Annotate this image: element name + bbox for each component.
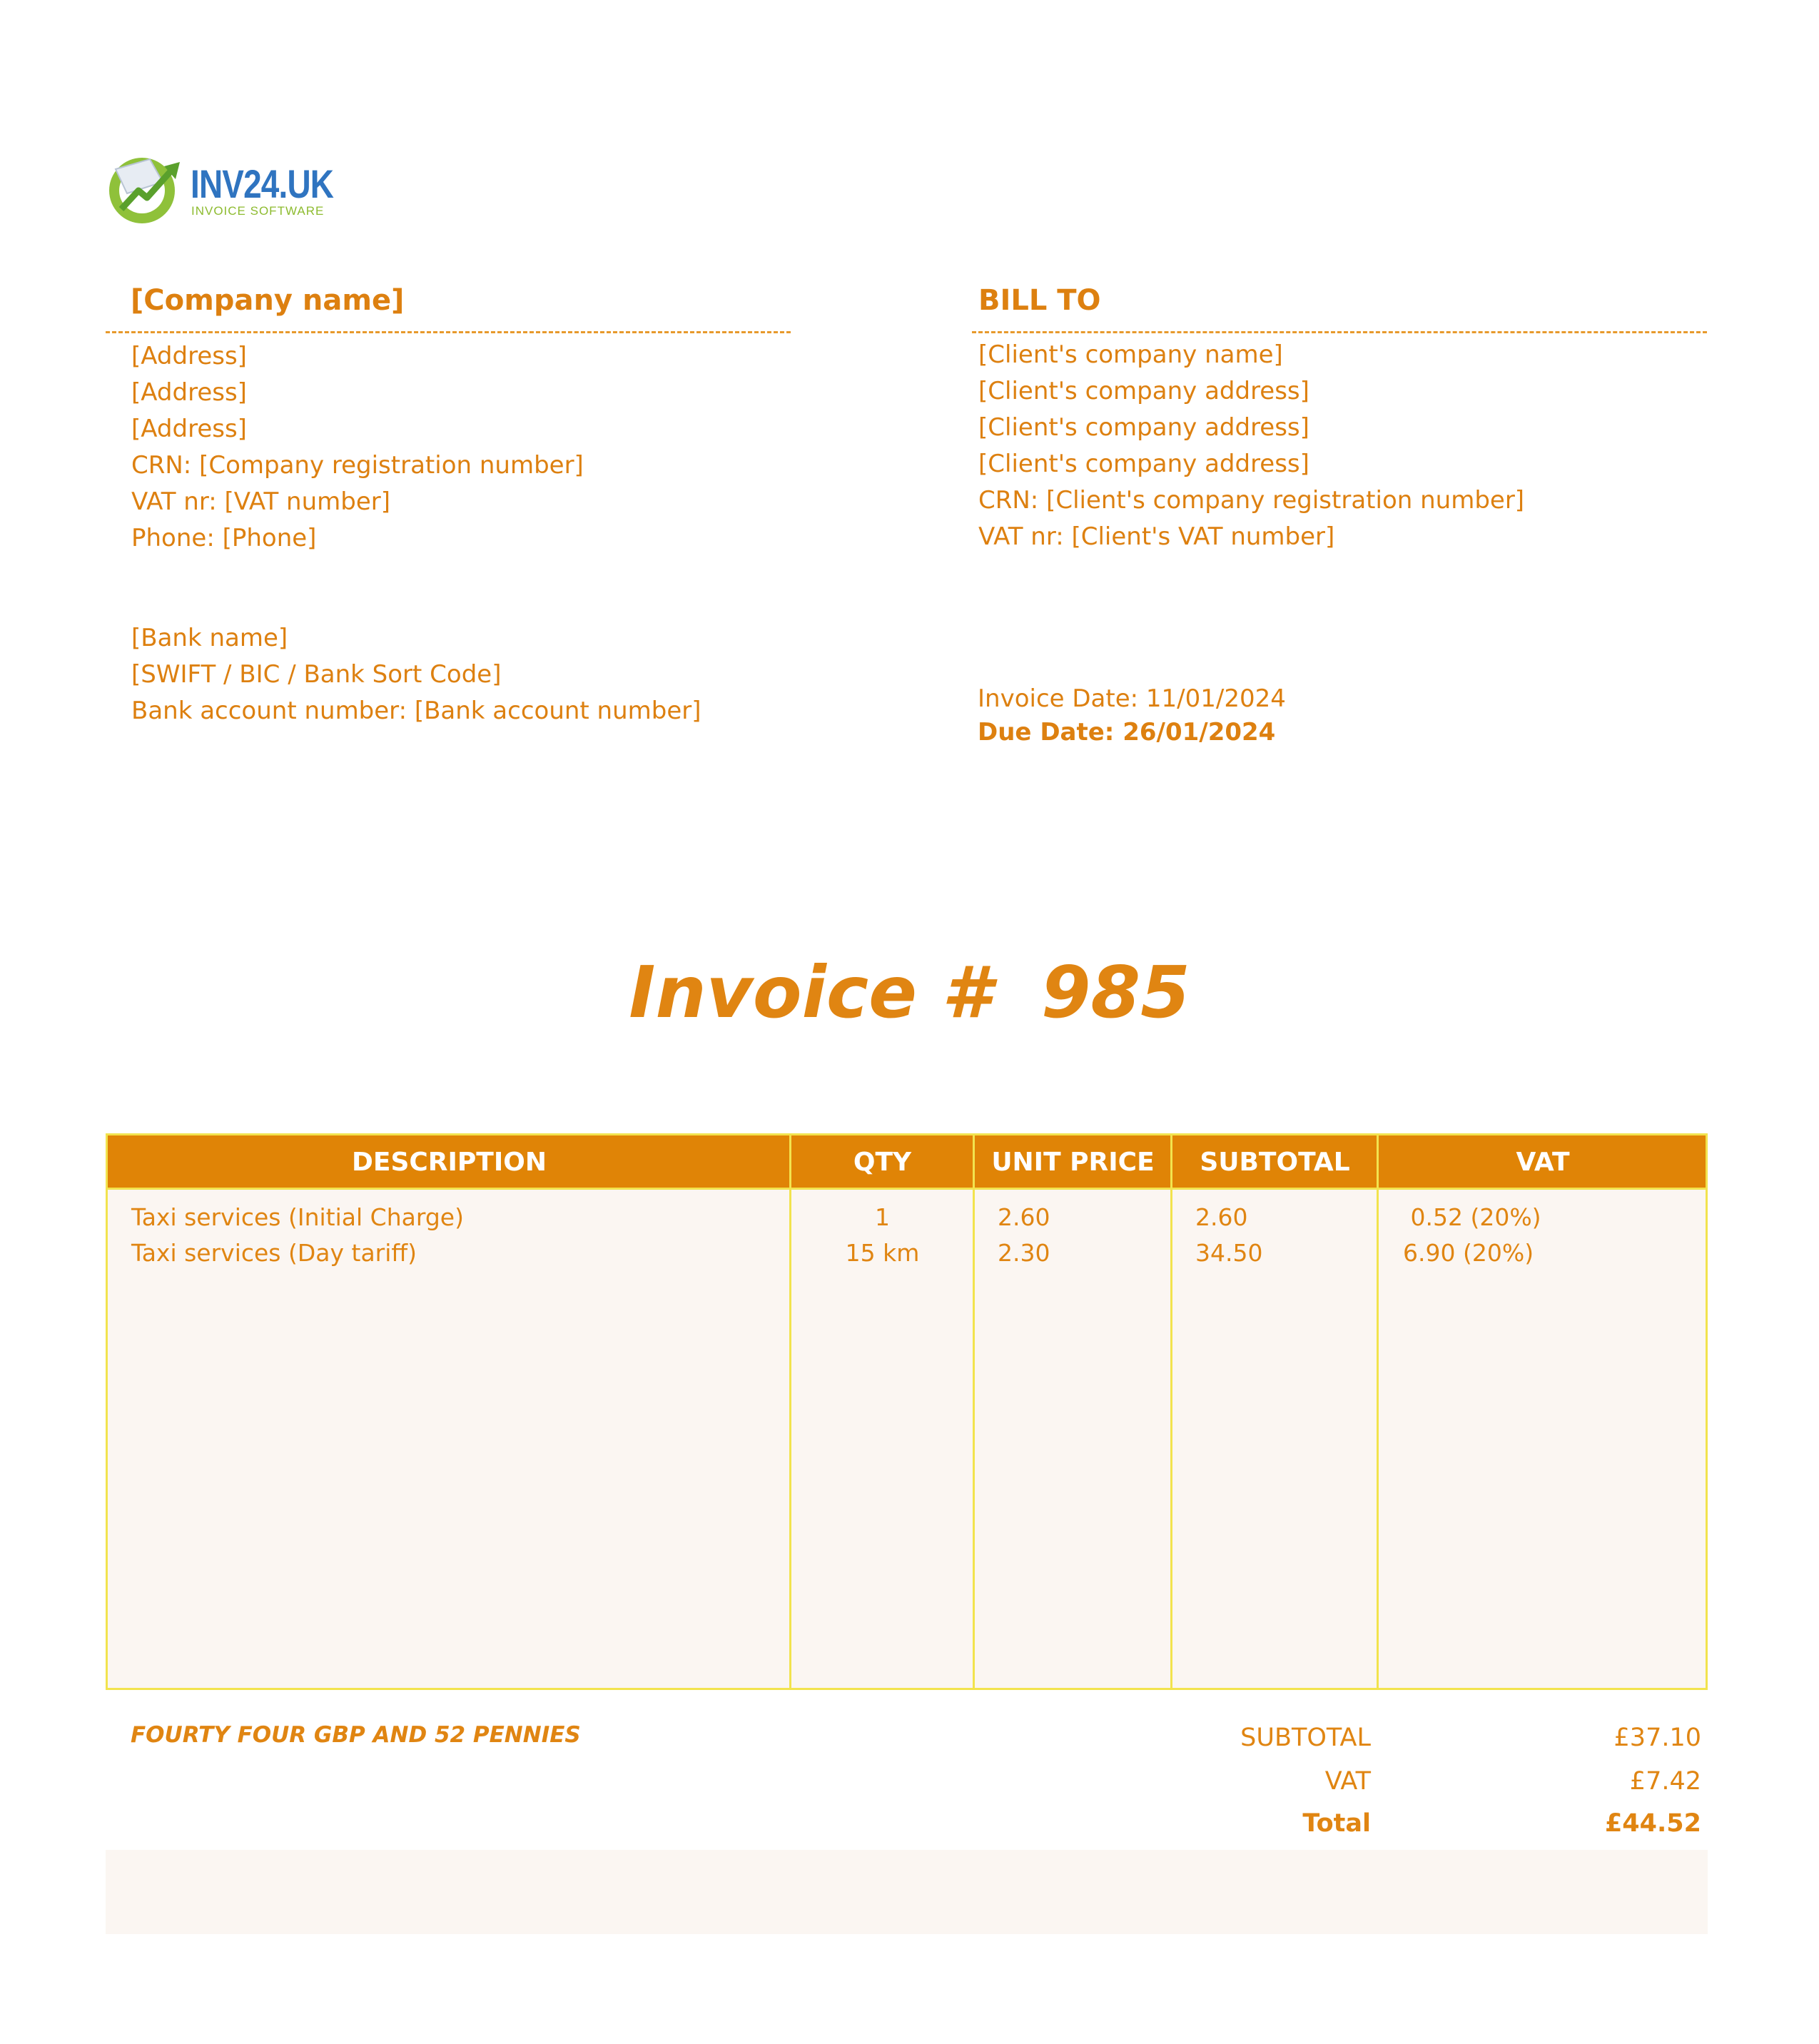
items-table	[106, 1133, 1708, 1690]
row-vat: 0.52 (20%)	[1403, 1203, 1541, 1231]
logo-tagline: INVOICE SOFTWARE	[191, 204, 325, 218]
due-date: Due Date: 26/01/2024	[978, 718, 1276, 747]
seller-line: [Address]	[131, 342, 247, 370]
bank-line: [Bank name]	[131, 624, 288, 652]
client-line: CRN: [Client's company registration number]	[978, 486, 1525, 515]
table-header	[108, 1135, 1706, 1190]
subtotal-value: £37.10	[1613, 1724, 1701, 1752]
client-details	[978, 337, 1524, 555]
subtotal-label: SUBTOTAL	[1240, 1724, 1371, 1752]
row-qty: 1	[875, 1203, 890, 1231]
seller-details	[131, 338, 584, 557]
row-subtotal: 34.50	[1195, 1239, 1263, 1267]
invoice-dates	[978, 682, 1286, 749]
bank-line: Bank account number: [Bank account number]	[131, 697, 701, 725]
row-vat: 6.90 (20%)	[1403, 1239, 1534, 1267]
row-unit-price: 2.30	[998, 1239, 1050, 1267]
header-vat: VAT	[1516, 1148, 1570, 1177]
seller-line: [Address]	[131, 378, 247, 407]
seller-line: [Address]	[131, 415, 247, 443]
client-line: [Client's company address]	[978, 413, 1309, 442]
bank-line: [SWIFT / BIC / Bank Sort Code]	[131, 660, 502, 689]
header-unit-price: UNIT PRICE	[991, 1148, 1155, 1177]
client-line: [Client's company address]	[978, 450, 1309, 478]
invoice-title: Invoice # 985	[629, 951, 1190, 1034]
seller-line: VAT nr: [VAT number]	[131, 487, 390, 516]
bill-to-divider	[972, 331, 1707, 333]
seller-line: Phone: [Phone]	[131, 524, 317, 552]
bank-details	[131, 620, 701, 729]
header-subtotal: SUBTOTAL	[1200, 1148, 1350, 1177]
header-qty: QTY	[853, 1148, 912, 1177]
company-name-heading: [Company name]	[131, 284, 405, 317]
header-underline	[108, 1188, 1706, 1190]
total-label: Total	[1302, 1809, 1371, 1838]
client-line: [Client's company name]	[978, 340, 1283, 369]
client-line: [Client's company address]	[978, 377, 1309, 405]
footer-band	[106, 1850, 1708, 1934]
invoice-date: Invoice Date: 11/01/2024	[978, 684, 1286, 713]
total-value: £44.52	[1604, 1809, 1701, 1838]
logo-name: INV24.UK	[191, 161, 334, 206]
seller-divider	[106, 331, 791, 333]
vat-label: VAT	[1324, 1767, 1371, 1796]
client-line: VAT nr: [Client's VAT number]	[978, 522, 1335, 551]
row-qty: 15 km	[845, 1239, 920, 1267]
row-description: Taxi services (Day tariff)	[131, 1239, 417, 1267]
seller-line: CRN: [Company registration number]	[131, 451, 584, 480]
column-divider	[1170, 1135, 1172, 1688]
row-unit-price: 2.60	[998, 1203, 1050, 1231]
amount-in-words: FOURTY FOUR GBP AND 52 PENNIES	[131, 1722, 581, 1748]
bill-to-heading: BILL TO	[978, 284, 1101, 317]
row-subtotal: 2.60	[1195, 1203, 1248, 1231]
row-description: Taxi services (Initial Charge)	[131, 1203, 464, 1231]
column-divider	[1377, 1135, 1379, 1688]
header-description: DESCRIPTION	[351, 1148, 547, 1177]
vat-value: £7.42	[1629, 1767, 1701, 1796]
